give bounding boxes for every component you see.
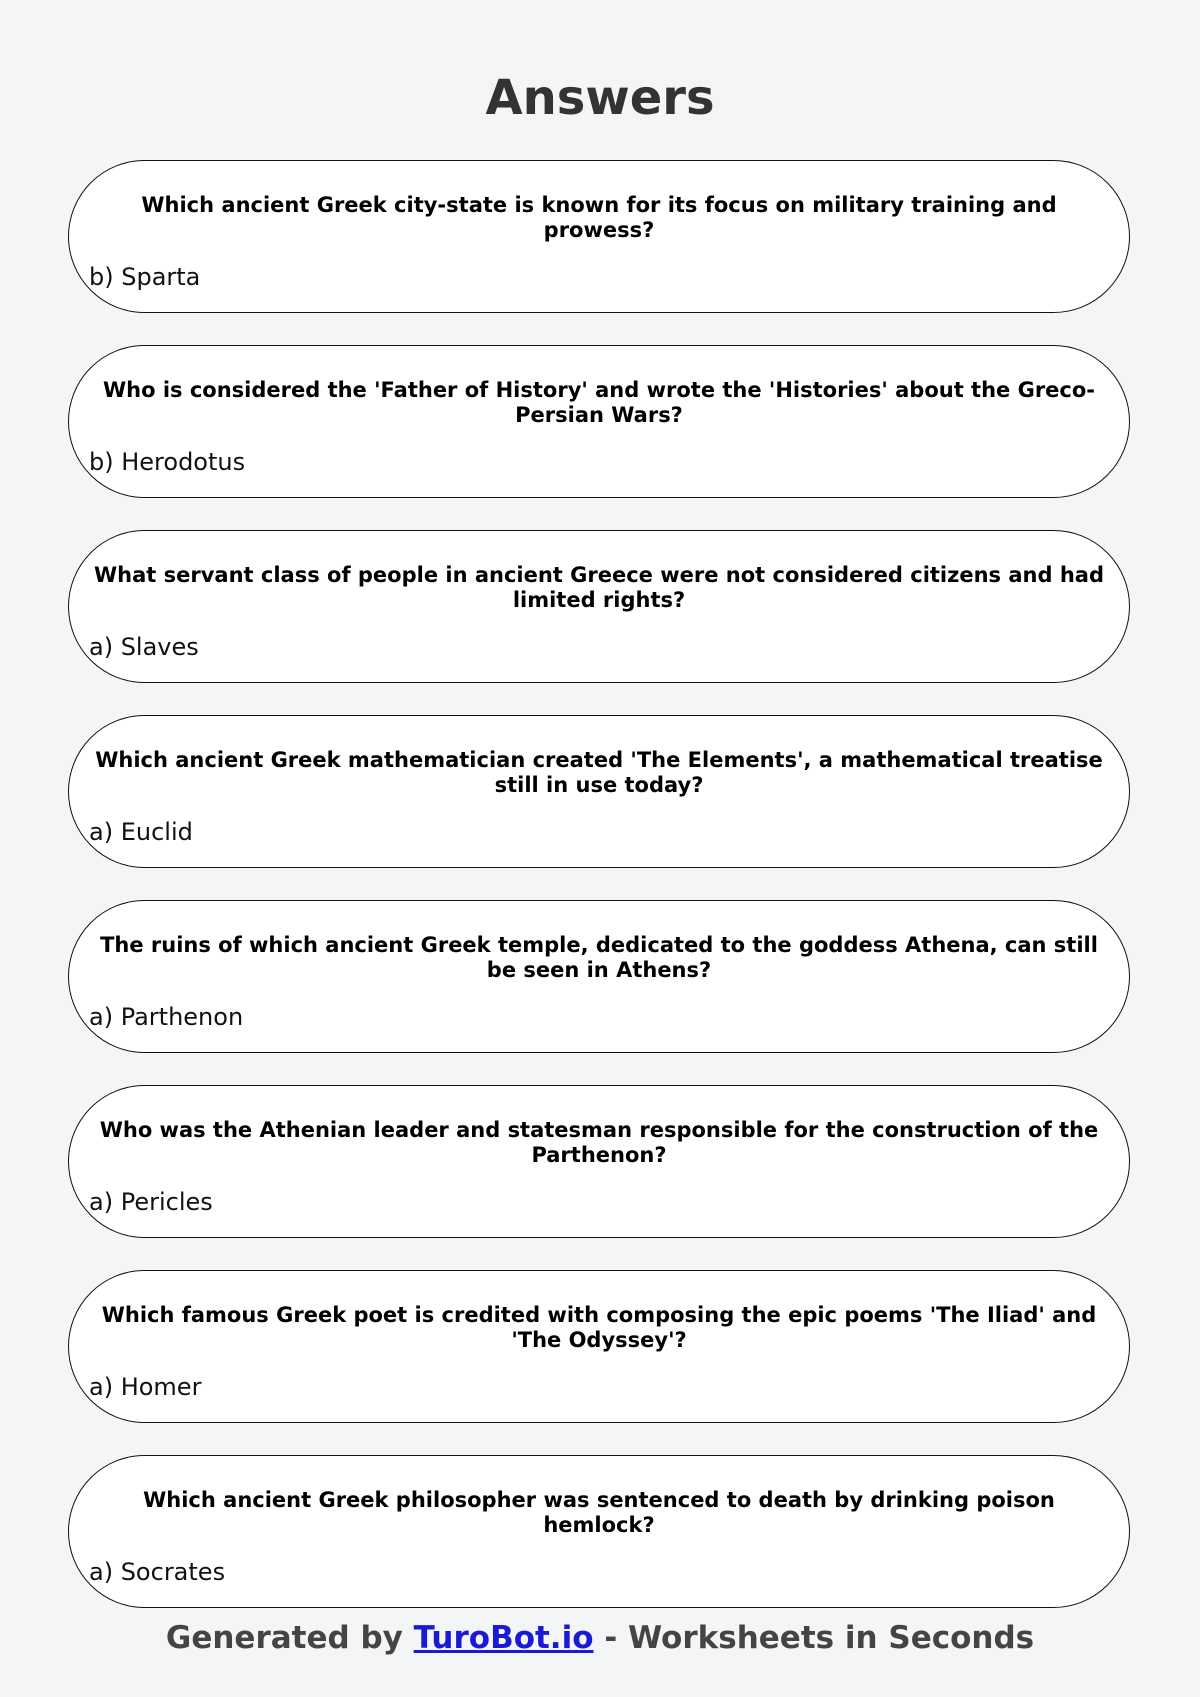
answer-text: a) Homer — [89, 1373, 202, 1401]
footer — [0, 1618, 1200, 1658]
question-text: Which ancient Greek philosopher was sentenced to death by drinking poison hemlock? — [143, 1488, 1055, 1537]
question-text: Which famous Greek poet is credited with composing the epic poems 'The Iliad' and 'The Odyssey'? — [101, 1303, 1097, 1352]
answer-text: b) Sparta — [89, 263, 201, 291]
turobot-link[interactable]: TuroBot.io — [413, 1620, 594, 1656]
qa-card — [68, 530, 1130, 683]
answer-text: a) Socrates — [89, 1558, 226, 1586]
question-text: Who is considered the 'Father of History' and wrote the 'Histories' about the Greco-Persian Wars? — [102, 378, 1096, 427]
question-text: Who was the Athenian leader and statesman responsible for the construction of the Parthenon? — [99, 1118, 1099, 1167]
question-text: Which ancient Greek city-state is known for its focus on military training and prowess? — [141, 193, 1057, 242]
answer-text: b) Herodotus — [89, 448, 246, 476]
question-text: What servant class of people in ancient Greece were not considered citizens and had limited rights? — [94, 563, 1104, 612]
question-text: The ruins of which ancient Greek temple, dedicated to the goddess Athena, can still be seen in Athens? — [100, 933, 1098, 982]
answer-text: a) Parthenon — [89, 1003, 244, 1031]
footer-suffix: - Worksheets in Seconds — [604, 1620, 1035, 1656]
answer-text: a) Euclid — [89, 818, 193, 846]
qa-card — [68, 715, 1130, 868]
answer-text: a) Slaves — [89, 633, 199, 661]
answer-text: a) Pericles — [89, 1188, 213, 1216]
qa-card — [68, 1455, 1130, 1608]
page-title: Answers — [485, 70, 715, 126]
qa-card — [68, 1085, 1130, 1238]
footer-prefix: Generated by — [165, 1620, 403, 1656]
qa-card — [68, 160, 1130, 313]
qa-card — [68, 345, 1130, 498]
qa-card — [68, 900, 1130, 1053]
question-text: Which ancient Greek mathematician created 'The Elements', a mathematical treatise still in use today? — [95, 748, 1103, 797]
qa-card — [68, 1270, 1130, 1423]
